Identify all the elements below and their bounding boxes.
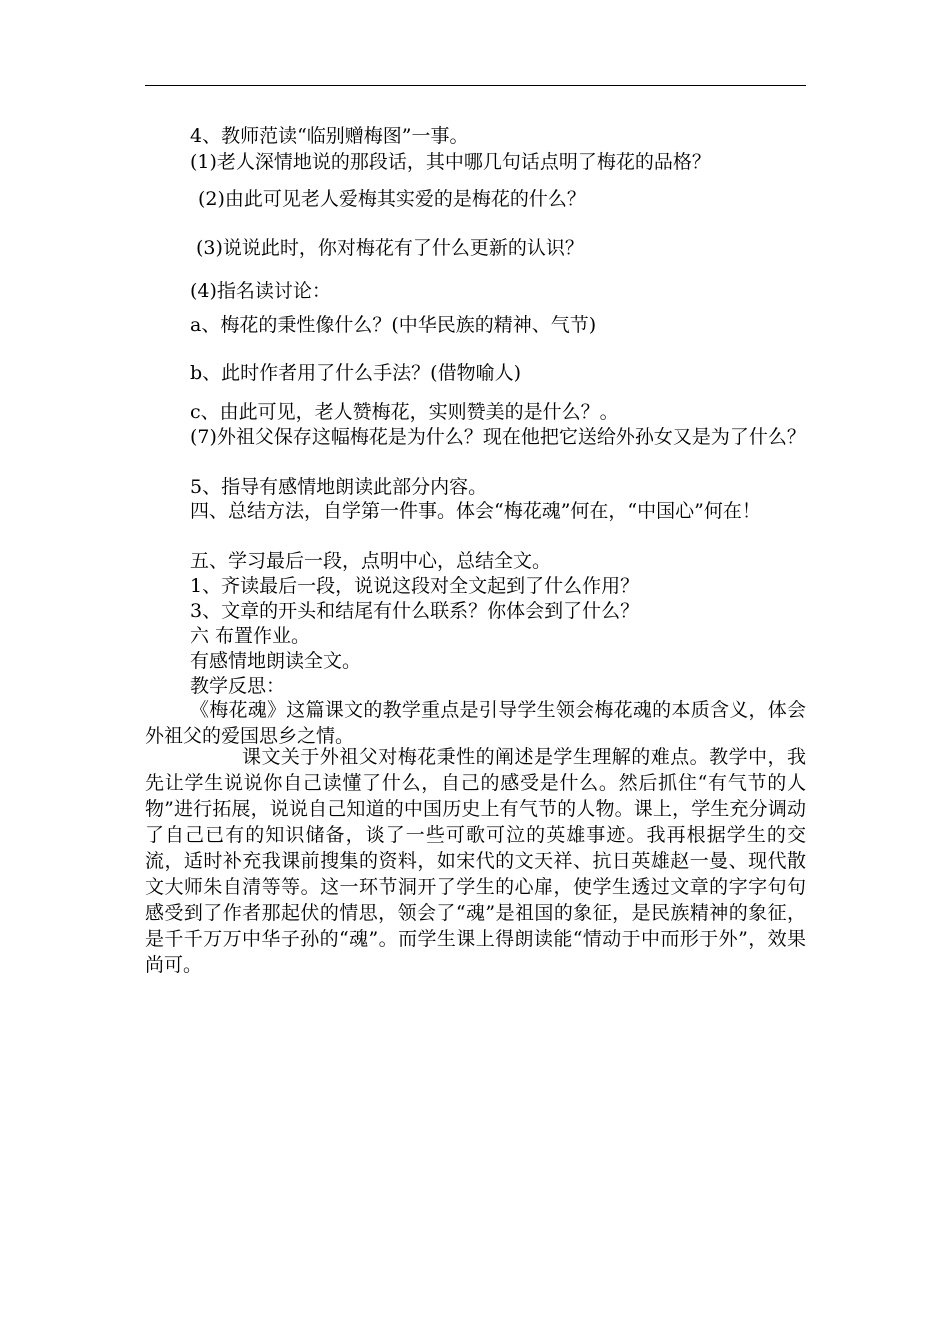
section-4-paragraph: 四、总结方法，自学第一件事。体会“梅花魂”何在，“中国心”何在！ [190,500,761,522]
step-3: 3、文章的开头和结尾有什么联系？你体会到了什么？ [190,600,640,622]
section-5-heading: 五、学习最后一段，点明中心，总结全文。 [190,550,552,572]
step-5: 5、指导有感情地朗读此部分内容。 [190,476,488,498]
question-3: (3)说说此时，你对梅花有了什么更新的认识？ [196,237,584,259]
step-4-heading: 4、教师范读“临别赠梅图”一事。 [190,125,469,147]
step-1: 1、齐读最后一段，说说这段对全文起到了什么作用？ [190,575,640,597]
reflection-paragraph-1: 《梅花魂》这篇课文的教学重点是引导学生领会梅花魂的本质含义，体会外祖父的爱国思乡之情。 [145,699,806,747]
discussion-a: a、梅花的秉性像什么？(中华民族的精神、气节) [190,314,597,336]
homework-line: 有感情地朗读全文。 [190,650,362,672]
reflection-paragraph-2: 课文关于外祖父对梅花秉性的阐述是学生理解的难点。教学中，我先让学生说说你自己读懂了什么，自己的感受是什么。然后抓住“有气节的人物”进行拓展，说说自己知道的中国历史上有气节的人物。课上，学生充分调动了自己已有的知识储备，谈了一些可歌可泣的英雄事迹。我再根据学生的交流，适时补充我课前搜集的资料，如宋代的文天祥、抗日英雄赵一曼、现代散文大师朱自清等等。这一环节洞开了学生的心扉，使学生透过文章的字字句句感受到了作者那起伏的情思，领会了“魂”是祖国的象征，是民族精神的象征，是千千万万中华子孙的“魂”。而学生课上得朗读能“情动于中而形于外”，效果尚可。 [145,746,806,976]
question-7-paragraph: (7)外祖父保存这幅梅花是为什么？现在他把它送给外孙女又是为了什么？ [190,426,806,448]
question-2: (2)由此可见老人爱梅其实爱的是梅花的什么？ [198,188,586,210]
header-rule [145,85,806,86]
section-6-heading: 六 布置作业。 [190,625,311,647]
discussion-b: b、此时作者用了什么手法？(借物喻人) [190,362,521,384]
question-4: (4)指名读讨论： [190,280,331,302]
question-1: (1)老人深情地说的那段话，其中哪几句话点明了梅花的品格？ [190,151,711,173]
reflection-heading: 教学反思： [190,675,286,697]
discussion-c: c、由此可见，老人赞梅花，实则赞美的是什么？。 [190,401,619,423]
